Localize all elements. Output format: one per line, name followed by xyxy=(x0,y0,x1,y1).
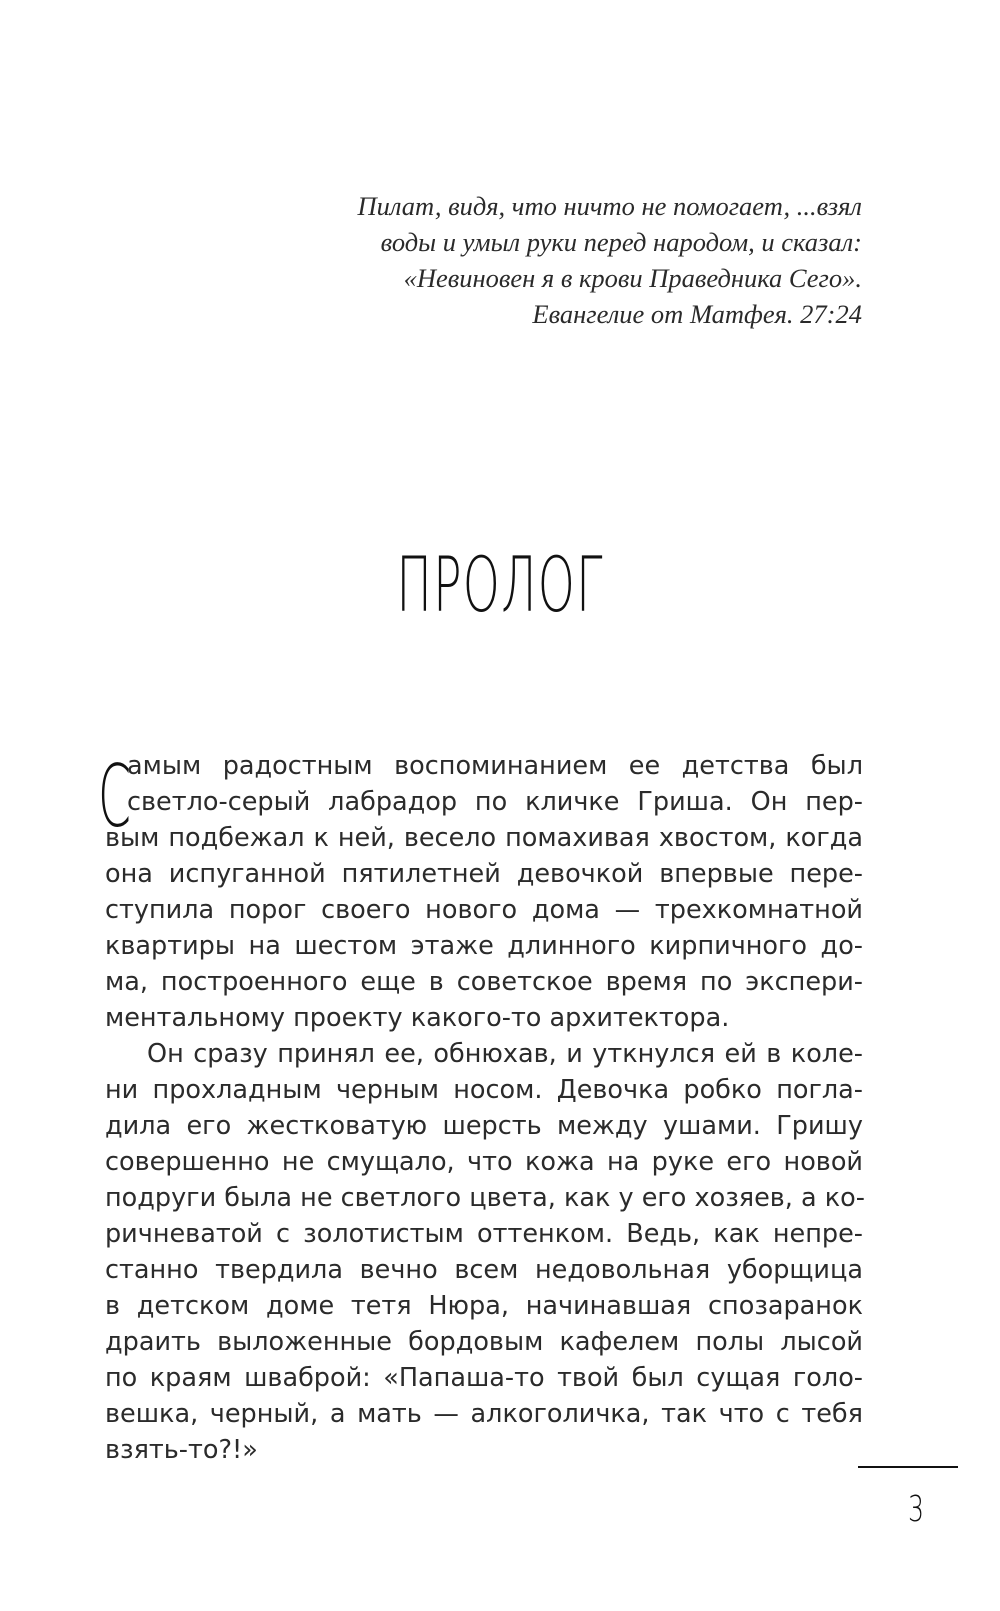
page-number: 3 xyxy=(908,1489,925,1530)
text-line: ни прохладным черным носом. Девочка робко погла- xyxy=(105,1075,863,1105)
epigraph-line: «Невиновен я в крови Праведника Сего». xyxy=(403,263,862,293)
drop-cap: С xyxy=(98,747,132,847)
text-line: амым радостным воспоминанием ее детства был xyxy=(127,751,863,781)
text-line: она испуганной пятилетней девочкой впервые пере- xyxy=(105,859,863,889)
epigraph-line: воды и умыл руки перед народом, и сказал: xyxy=(380,227,862,257)
text-line: светло-серый лабрадор по кличке Гриша. Он пер- xyxy=(127,787,863,817)
text-line: дила его жестковатую шерсть между ушами. Гришу xyxy=(105,1111,863,1141)
footer-rule xyxy=(858,1466,958,1468)
text-line: взять-то?!» xyxy=(105,1435,258,1465)
text-line: по краям шваброй: «Папаша-то твой был сущая голо- xyxy=(105,1363,863,1393)
text-line: ма, построенного еще в советское время по экспери- xyxy=(105,967,863,997)
body-text xyxy=(105,748,863,1468)
epigraph-line: Пилат, видя, что ничто не помогает, ...взял xyxy=(357,191,862,221)
paragraph-2 xyxy=(105,1036,863,1468)
text-line: ричневатой с золотистым оттенком. Ведь, как непре- xyxy=(105,1219,863,1249)
paragraph-1 xyxy=(105,748,863,1036)
text-line: совершенно не смущало, что кожа на руке его новой xyxy=(105,1147,863,1177)
chapter-title: ПРОЛОГ xyxy=(396,540,604,629)
text-line: квартиры на шестом этаже длинного кирпичного до- xyxy=(105,931,863,961)
text-line: ментальному проекту какого-то архитектора. xyxy=(105,1003,730,1033)
text-line: драить выложенные бордовым кафелем полы лысой xyxy=(105,1327,863,1357)
epigraph-source: Евангелие от Матфея. 27:24 xyxy=(532,299,862,329)
text-line: Он сразу принял ее, обнюхав, и уткнулся ей в коле- xyxy=(147,1039,863,1069)
text-line: подруги была не светлого цвета, как у его хозяев, а ко- xyxy=(105,1183,865,1213)
text-line: в детском доме тетя Нюра, начинавшая спозаранок xyxy=(105,1291,863,1321)
text-line: ступила порог своего нового дома — трехкомнатной xyxy=(105,895,863,925)
text-line: вешка, черный, а мать — алкоголичка, так что с тебя xyxy=(105,1399,863,1429)
text-line: вым подбежал к ней, весело помахивая хвостом, когда xyxy=(105,823,863,853)
text-line: станно твердила вечно всем недовольная уборщица xyxy=(105,1255,863,1285)
epigraph xyxy=(292,188,862,332)
